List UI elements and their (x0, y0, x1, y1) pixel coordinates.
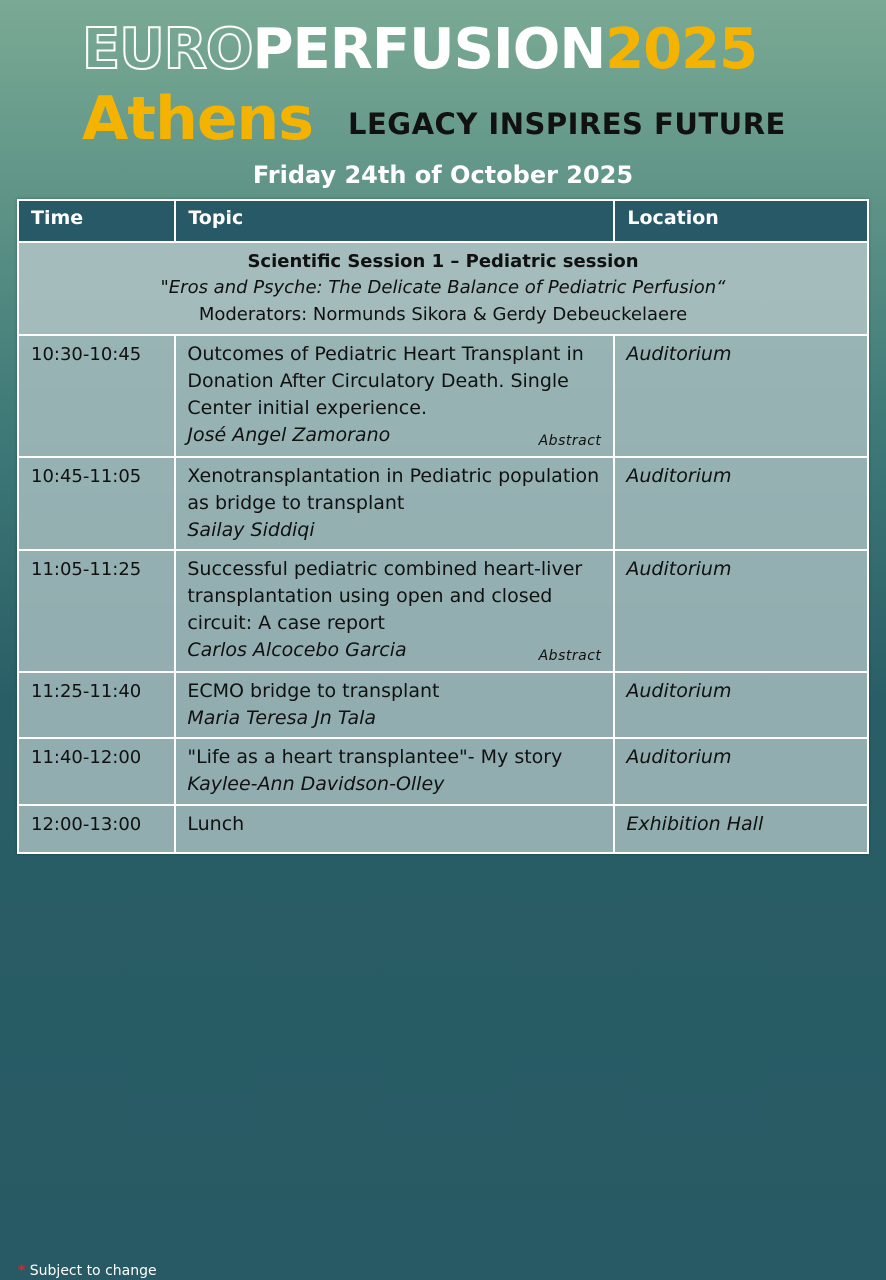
row-time: 11:05-11:25 (18, 550, 175, 672)
row-location: Auditorium (614, 457, 868, 550)
row-topic: "Life as a heart transplantee"- My story (187, 746, 563, 768)
row-location: Auditorium (614, 335, 868, 457)
row-topic-cell (175, 335, 614, 457)
event-logo (82, 18, 822, 82)
column-header-time: Time (18, 200, 175, 242)
column-header-topic: Topic (175, 200, 614, 242)
row-location: Auditorium (614, 550, 868, 672)
session-subtitle: "Eros and Psyche: The Delicate Balance of Pediatric Perfusion“ (160, 277, 726, 298)
logo-tagline: LEGACY INSPIRES FUTURE (348, 107, 786, 141)
row-topic-cell (175, 457, 614, 550)
logo-perfusion-text: PERFUSION (252, 17, 606, 82)
row-time: 11:25-11:40 (18, 672, 175, 738)
logo-euro-text: EURO (82, 17, 253, 82)
session-moderators: Moderators: Normunds Sikora & Gerdy Debeuckelaere (198, 304, 688, 325)
row-speaker: José Angel Zamorano (187, 424, 391, 446)
row-time: 11:40-12:00 (18, 738, 175, 805)
schedule-table (17, 199, 869, 854)
row-speaker: Kaylee-Ann Davidson-Olley (187, 773, 445, 795)
logo-subline (82, 86, 822, 152)
table-row (18, 805, 868, 853)
row-time: 10:45-11:05 (18, 457, 175, 550)
row-topic: Xenotransplantation in Pediatric population as bridge to transplant (187, 465, 600, 514)
footnote (18, 1262, 157, 1280)
footnote-star: * (18, 1263, 26, 1279)
row-speaker: Sailay Siddiqi (187, 519, 315, 541)
row-location: Auditorium (614, 738, 868, 805)
table-row (18, 738, 868, 805)
logo-city: Athens (82, 84, 313, 154)
row-topic-cell (175, 672, 614, 738)
row-location: Exhibition Hall (614, 805, 868, 853)
schedule-date: Friday 24th of October 2025 (252, 161, 634, 189)
row-topic-cell (175, 738, 614, 805)
row-time: 12:00-13:00 (18, 805, 175, 853)
table-row (18, 457, 868, 550)
row-topic: Successful pediatric combined heart-liver transplantation using open and closed circuit: A case report (187, 558, 583, 634)
table-row (18, 335, 868, 457)
abstract-link[interactable]: Abstract (538, 648, 602, 664)
row-speaker: Maria Teresa Jn Tala (187, 707, 377, 729)
table-row (18, 672, 868, 738)
logo-year-text: 2025 (605, 17, 758, 82)
row-topic-cell (175, 805, 614, 853)
row-topic: Outcomes of Pediatric Heart Transplant in Donation After Circulatory Death. Single Center initial experience. (187, 343, 584, 419)
row-time: 10:30-10:45 (18, 335, 175, 457)
table-header-row (18, 200, 868, 242)
footnote-text: Subject to change (29, 1263, 157, 1279)
row-location: Auditorium (614, 672, 868, 738)
row-speaker: Carlos Alcocebo Garcia (187, 639, 407, 661)
session-header-row (18, 242, 868, 335)
row-topic: Lunch (187, 813, 245, 835)
session-header (18, 242, 868, 335)
row-topic: ECMO bridge to transplant (187, 680, 440, 702)
column-header-location: Location (614, 200, 868, 242)
abstract-link[interactable]: Abstract (538, 433, 602, 449)
session-title: Scientific Session 1 – Pediatric session (247, 251, 639, 272)
row-topic-cell (175, 550, 614, 672)
table-row (18, 550, 868, 672)
